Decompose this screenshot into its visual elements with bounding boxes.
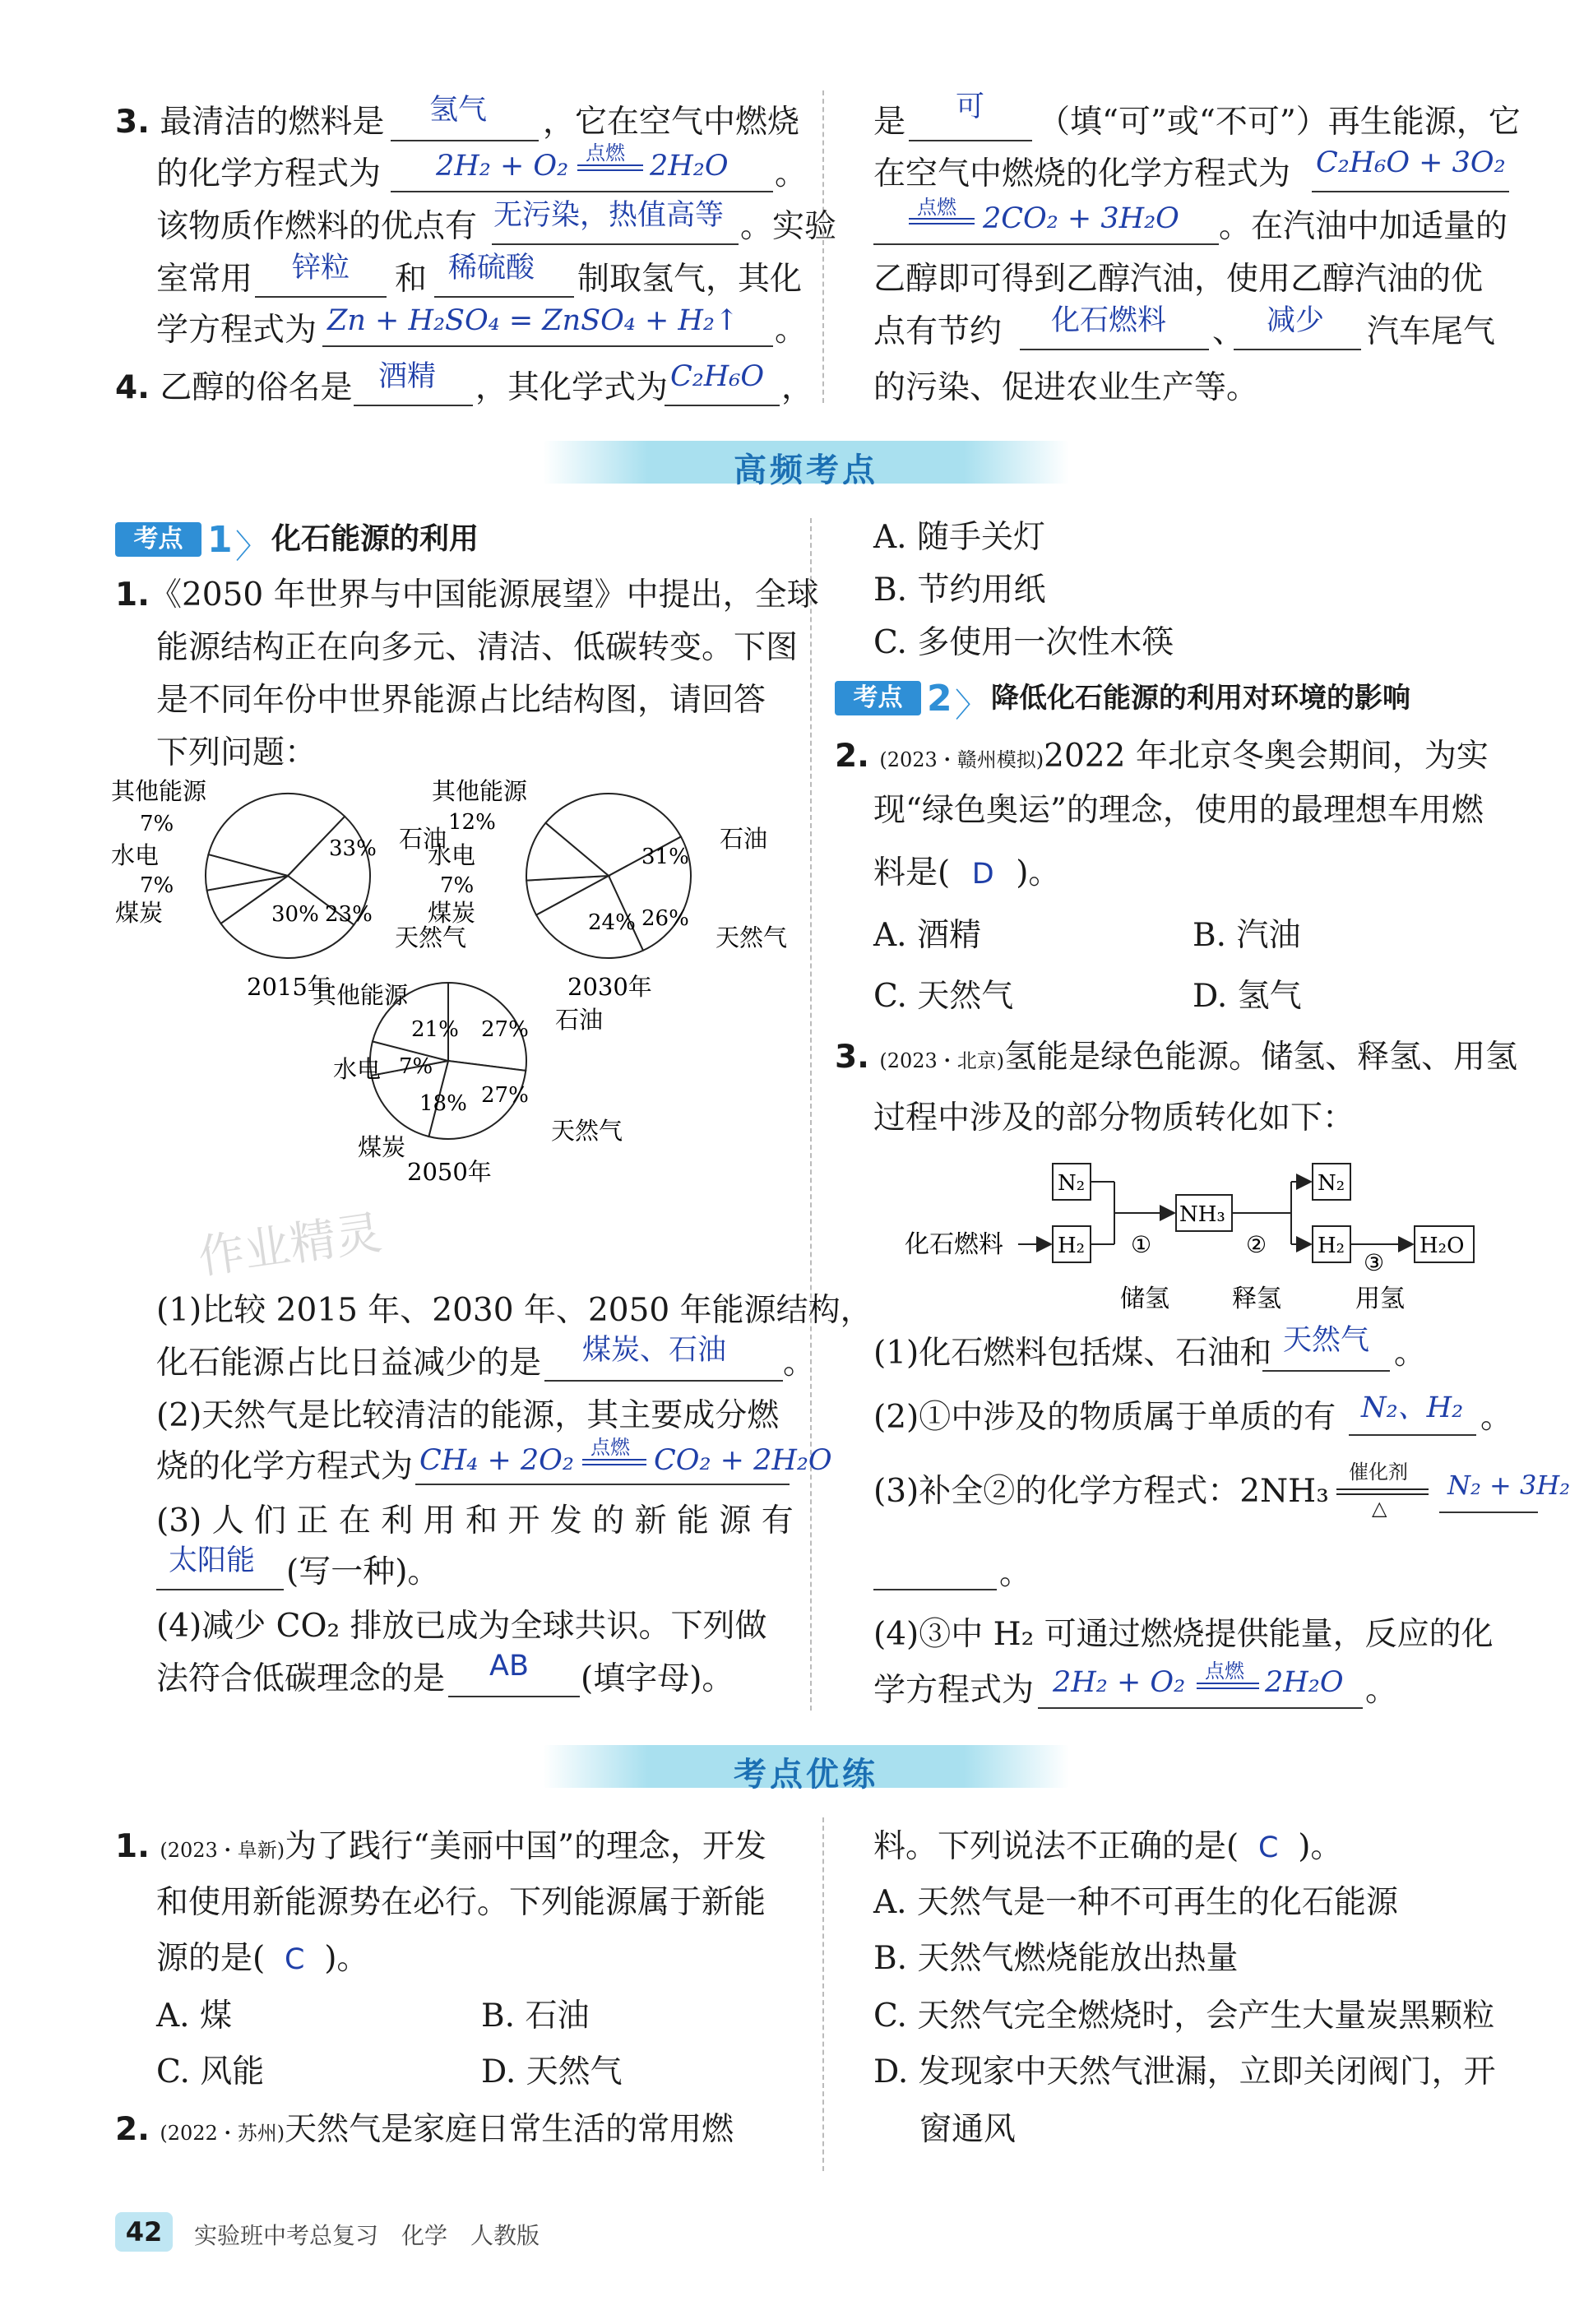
prac-q2-line1 (115, 2110, 734, 2153)
answer-p1: 煤炭、石油 (582, 1334, 727, 1367)
kp2-q3-p4b: 学方程式为 (873, 1672, 1035, 1709)
q3-line3: 该物质作燃料的优点有 (156, 208, 478, 245)
text: 为了践行“美丽中国”的理念，开发 (285, 1828, 767, 1865)
column-divider-bottom (822, 1817, 824, 2171)
text: 。 (999, 1555, 1032, 1592)
answer-q4-equation-a: C₂H₆O + 3O₂ (1316, 146, 1506, 179)
pie-category-label: 其他能源 (432, 777, 528, 805)
pie-value-label: 30% (271, 902, 319, 927)
question-number: 1. (115, 1828, 150, 1865)
answer-q4-equation-b: 2CO₂ + 3H₂O (983, 202, 1179, 235)
kp1-q1-p2a: (2)天然气是比较清洁的能源，其主要成分燃 (156, 1397, 780, 1434)
q4-right-line5: 点有节约 (873, 313, 1003, 350)
pie-value-label: 7% (140, 812, 174, 836)
text: )。 (1298, 1828, 1343, 1865)
pie-category-label: 其他能源 (313, 981, 409, 1009)
label-use: 用氢 (1355, 1285, 1405, 1313)
reaction-condition: 点燃 (917, 196, 956, 219)
q4-right-line6: 的污染、促进农业生产等。 (873, 369, 1259, 406)
answer-prac-q2: C (1257, 1831, 1279, 1864)
text: 、 (1212, 313, 1245, 350)
answer-underline (909, 140, 1032, 141)
answer-underline (1234, 349, 1361, 350)
kp1-option-a: A. 随手关灯 (873, 519, 1045, 556)
text: )。 (1016, 854, 1061, 891)
prac-q2-option-b: B. 天然气燃烧能放出热量 (873, 1940, 1239, 1977)
answer-q4-common-name: 酒精 (378, 360, 437, 393)
question-number: 2. (115, 2111, 150, 2148)
answer-underline (665, 405, 780, 406)
text: 《2050 年世界与中国能源展望》中提出，全球 (149, 576, 819, 613)
nh3-box: NH₃ (1179, 1202, 1225, 1227)
question-source: (2023・阜新) (160, 1839, 285, 1862)
kp1-q1-line3: 是不同年份中世界能源占比结构图，请回答 (156, 682, 766, 719)
kp-number: 1 (207, 519, 233, 561)
label-storage: 储氢 (1120, 1285, 1169, 1313)
q3-line4: 室常用 (156, 261, 253, 298)
q3-line1 (115, 103, 384, 142)
hydrogen-process-diagram (905, 1155, 1530, 1328)
question-number: 2. (835, 738, 869, 775)
pie-value-label: 33% (329, 836, 377, 861)
prac-q2-option-d1: D. 发现家中天然气泄漏，立即关闭阀门，开 (873, 2053, 1496, 2090)
answer-underline (391, 140, 539, 141)
pie-category-label: 煤炭 (358, 1133, 406, 1161)
answer-q3-p3: N₂ + 3H₂ (1447, 1470, 1570, 1501)
kp2-q2-line2: 现“绿色奥运”的理念，使用的最理想车用燃 (873, 792, 1484, 829)
pie-value-label: 7% (140, 873, 174, 898)
kp-badge: 考点 (115, 522, 201, 557)
answer-underline (415, 1484, 790, 1485)
answer-underline (434, 296, 574, 298)
section-banner-practice (543, 1745, 1069, 1794)
pie-value-label: 31% (641, 845, 689, 869)
text: 。 (775, 312, 808, 349)
text: ，其化学式为 (475, 369, 669, 406)
reaction-condition: 催化剂 (1349, 1461, 1408, 1484)
question-source: (2023・北京) (879, 1049, 1005, 1072)
q3-line1b: ，它在空气中燃烧 (543, 104, 800, 141)
pie-category-label: 水电 (333, 1055, 382, 1083)
prac-q2-option-c: C. 天然气完全燃烧时，会产生大量炭黑颗粒 (873, 1998, 1495, 2035)
text: 最清洁的燃料是 (160, 104, 385, 141)
pie-category-label: 其他能源 (111, 777, 207, 805)
answer-underline (448, 1696, 580, 1697)
pie-category-label: 石油 (720, 825, 768, 853)
kp1-q1-p4b: 法符合低碳理念的是 (156, 1660, 446, 1697)
answer-q4-reduce: 减少 (1267, 304, 1325, 337)
answer-q3-equation-a: 2H₂ + O₂ (436, 150, 569, 183)
pie-value-label: 7% (399, 1054, 433, 1079)
text: 天然气是家庭日常生活的常用燃 (285, 2111, 734, 2148)
answer-underline (1349, 1434, 1476, 1436)
pie-category-label: 天然气 (551, 1117, 623, 1145)
question-number: 3. (115, 104, 150, 141)
text: 氢能是绿色能源。储氢、释氢、用氢 (1004, 1039, 1518, 1076)
answer-underline (156, 1589, 284, 1590)
h2o-box: H₂O (1419, 1234, 1465, 1258)
answer-q3-p4-a: 2H₂ + O₂ (1053, 1666, 1186, 1699)
kp1-q1-p2b: 烧的化学方程式为 (156, 1448, 414, 1485)
text: 。 (783, 1345, 816, 1382)
n2-box-b: N₂ (1318, 1171, 1345, 1196)
step-2: ② (1246, 1231, 1267, 1258)
question-number: 4. (115, 369, 150, 406)
prac-q1-option-a: A. 煤 (156, 1998, 232, 2035)
kp2-q2-line1 (835, 737, 1489, 780)
text: 料是( (873, 854, 951, 891)
pie-value-label: 12% (448, 810, 496, 835)
answer-underline (1312, 191, 1509, 192)
answer-underline (873, 1589, 997, 1590)
chevron-right-icon: 〉 (955, 687, 988, 725)
kp2-q2-line3 (873, 854, 1060, 894)
reaction-arrow (577, 164, 643, 171)
kp1-q1-p3a: (3) 人 们 正 在 利 用 和 开 发 的 新 能 源 有 (156, 1502, 794, 1539)
answer-q3-p4-b: 2H₂O (1265, 1666, 1344, 1699)
h2-box-b: H₂ (1318, 1234, 1345, 1258)
footer-book-title: 实验班中考总复习 化学 人教版 (194, 2222, 540, 2249)
text: 汽车尾气 (1367, 313, 1496, 350)
answer-p3: 太阳能 (169, 1544, 256, 1577)
answer-q3-zinc-equation: Zn + H₂SO₄ = ZnSO₄ + H₂↑ (327, 304, 739, 337)
prac-q1-line2: 和使用新能源势在必行。下列能源属于新能 (156, 1884, 766, 1921)
answer-underline (1020, 349, 1209, 350)
reaction-arrow (1336, 1488, 1429, 1495)
kp2-q2-option-d: D. 氢气 (1193, 978, 1302, 1015)
kp1-q1-line4: 下列问题： (156, 734, 317, 771)
page-number: 42 (115, 2212, 173, 2252)
kp2-q3-line2: 过程中涉及的部分物质转化如下： (873, 1100, 1355, 1137)
text: 制取氢气，其化 (577, 261, 803, 298)
pie-category-label: 煤炭 (115, 899, 164, 927)
step-1: ① (1131, 1231, 1152, 1258)
answer-underline (354, 405, 473, 406)
answer-underline (873, 243, 1219, 245)
kp2-q2-option-c: C. 天然气 (873, 978, 1014, 1015)
q3-line5: 学方程式为 (156, 312, 317, 349)
q4-right-line4: 乙醇即可得到乙醇汽油，使用乙醇汽油的优 (873, 261, 1484, 298)
answer-underline (391, 191, 773, 192)
watermark: 作业精灵 (195, 1206, 386, 1285)
reaction-condition-heat: △ (1372, 1497, 1387, 1520)
pie-2015 (111, 777, 466, 1001)
kp1-option-c: C. 多使用一次性木筷 (873, 624, 1174, 661)
pie-value-label: 18% (419, 1091, 467, 1116)
q4-line1 (115, 368, 352, 408)
prac-q1-line3 (156, 1939, 368, 1979)
kp2-q3-p3: (3)补全②的化学方程式：2NH₃ (873, 1473, 1329, 1510)
answer-q3-acid: 稀硫酸 (448, 252, 535, 285)
pie-category-label: 石油 (555, 1006, 604, 1034)
reaction-condition: 点燃 (590, 1436, 630, 1459)
kp2-q2-option-a: A. 酒精 (873, 917, 981, 954)
section-title: 高频考点 (734, 451, 878, 489)
n2-box-a: N₂ (1058, 1171, 1086, 1196)
diagram-start: 化石燃料 (905, 1230, 1003, 1259)
answer-underline (322, 345, 773, 347)
answer-underline (1262, 1370, 1390, 1372)
answer-q2: D (971, 858, 994, 891)
answer-p2-b: CO₂ + 2H₂O (654, 1444, 832, 1477)
kp2-q3-p2: (2)①中涉及的物质属于单质的有 (873, 1399, 1336, 1436)
pie-category-label: 煤炭 (428, 899, 476, 927)
prac-q1-option-c: C. 风能 (156, 2053, 265, 2090)
text: (写一种)。 (286, 1553, 440, 1590)
pie-category-label: 天然气 (716, 924, 788, 951)
answer-q3-zinc: 锌粒 (292, 252, 350, 285)
pie-2030 (428, 777, 787, 1001)
question-number: 3. (835, 1039, 869, 1076)
step-3: ③ (1364, 1249, 1385, 1276)
q3-line2: 的化学方程式为 (156, 155, 382, 192)
kp-badge: 考点 (835, 681, 921, 715)
text: 。实验 (740, 208, 837, 245)
kp1-q1-p1b: 化石能源占比日益减少的是 (156, 1345, 542, 1382)
text: 源的是( (156, 1940, 266, 1977)
kp1-q1-line2: 能源结构正在向多元、清洁、低碳转变。下图 (156, 629, 799, 666)
pie-value-label: 23% (325, 902, 373, 927)
label-release: 释氢 (1232, 1285, 1281, 1313)
answer-underline (492, 243, 739, 245)
text: (填字母)。 (581, 1660, 734, 1697)
kp2-q2-option-b: B. 汽油 (1193, 917, 1301, 954)
energy-pie-charts (111, 777, 806, 1283)
chevron-right-icon: 〉 (235, 528, 268, 566)
kp1-q1-p4a: (4)减少 CO₂ 排放已成为全球共识。下列做 (156, 1608, 767, 1645)
prac-q1-line1 (115, 1827, 766, 1870)
pie-value-label: 7% (440, 873, 475, 898)
kp-title: 降低化石能源的利用对环境的影响 (991, 682, 1410, 715)
answer-p4: AB (489, 1650, 529, 1683)
question-number: 1. (115, 576, 150, 613)
q4-right-line1: 是 (873, 104, 906, 141)
text: （填“可”或“不可”）再生能源，它 (1038, 104, 1521, 141)
answer-q3-p1: 天然气 (1283, 1324, 1370, 1357)
text: 。 (1394, 1335, 1427, 1372)
answer-q3-fuel: 氢气 (429, 94, 488, 127)
answer-q4-renewable: 可 (956, 90, 985, 123)
pie-title: 2050年 (407, 1158, 492, 1186)
reaction-condition: 点燃 (586, 141, 625, 164)
question-source: (2022・苏州) (160, 2122, 285, 2145)
pie-value-label: 27% (481, 1083, 529, 1108)
reaction-arrow (582, 1459, 646, 1465)
answer-q3-equation-b: 2H₂O (650, 150, 729, 183)
reaction-arrow (1197, 1683, 1259, 1689)
answer-q3-p2: N₂、H₂ (1361, 1391, 1464, 1424)
section-title: 考点优练 (734, 1756, 878, 1794)
pie-2050 (313, 981, 623, 1186)
answer-underline (544, 1380, 783, 1382)
h2-box-a: H₂ (1058, 1234, 1086, 1258)
kp2-q3-p1: (1)化石燃料包括煤、石油和 (873, 1335, 1272, 1372)
prac-q1-option-d: D. 天然气 (481, 2053, 623, 2090)
text: 。 (1480, 1399, 1513, 1436)
pie-category-label: 天然气 (395, 924, 467, 951)
pie-value-label: 26% (641, 906, 689, 931)
kp1-option-b: B. 节约用纸 (873, 572, 1046, 609)
column-divider-top (822, 90, 824, 403)
pie-category-label: 石油 (399, 825, 447, 853)
text: ， (781, 369, 814, 406)
prac-q2-right-line1 (873, 1827, 1342, 1868)
kp1-q1-line1 (115, 576, 819, 615)
answer-underline (1038, 1707, 1363, 1709)
prac-q2-option-d2: 窗通风 (919, 2111, 1017, 2148)
pie-title: 2030年 (567, 973, 652, 1001)
text: 。 (1365, 1672, 1398, 1709)
text: 和 (395, 261, 428, 298)
question-source: (2023・赣州模拟) (879, 748, 1044, 771)
text: 乙醇的俗名是 (160, 369, 353, 406)
pie-value-label: 21% (411, 1017, 459, 1042)
prac-q1-option-b: B. 石油 (481, 1998, 590, 2035)
text: 2022 年北京冬奥会期间，为实 (1044, 738, 1489, 775)
column-divider-mid (810, 518, 812, 1711)
pie-category-label: 水电 (428, 841, 476, 869)
pie-value-label: 27% (481, 1017, 529, 1042)
answer-prac-q1: C (284, 1943, 305, 1976)
prac-q2-option-a: A. 天然气是一种不可再生的化石能源 (873, 1884, 1398, 1921)
answer-q3-advantages: 无污染，热值高等 (493, 199, 725, 232)
answer-p2-a: CH₄ + 2O₂ (419, 1444, 574, 1477)
pie-title: 2015年 (247, 973, 331, 1001)
text: )。 (324, 1940, 369, 1977)
answer-underline (255, 296, 387, 298)
text: 。 (775, 155, 808, 192)
pie-value-label: 24% (588, 910, 636, 935)
kp-title: 化石能源的利用 (271, 522, 479, 556)
text: 。在汽油中加适量的 (1219, 208, 1508, 245)
answer-q4-saving: 化石燃料 (1051, 304, 1167, 337)
reaction-arrow (909, 218, 975, 225)
answer-q4-formula: C₂H₆O (670, 360, 765, 393)
kp2-q3-line1 (835, 1038, 1517, 1081)
answer-underline (1439, 1512, 1538, 1513)
reaction-condition: 点燃 (1205, 1660, 1244, 1683)
pie-category-label: 水电 (111, 841, 160, 869)
text: 料。下列说法不正确的是( (873, 1828, 1239, 1865)
q4-right-line2: 在空气中燃烧的化学方程式为 (873, 155, 1291, 192)
kp2-q3-p4a: (4)③中 H₂ 可通过燃烧提供能量，反应的化 (873, 1616, 1494, 1653)
section-banner-high-frequency (543, 441, 1069, 489)
kp-number: 2 (927, 678, 952, 720)
kp1-q1-p1a: (1)比较 2015 年、2030 年、2050 年能源结构， (156, 1292, 873, 1329)
